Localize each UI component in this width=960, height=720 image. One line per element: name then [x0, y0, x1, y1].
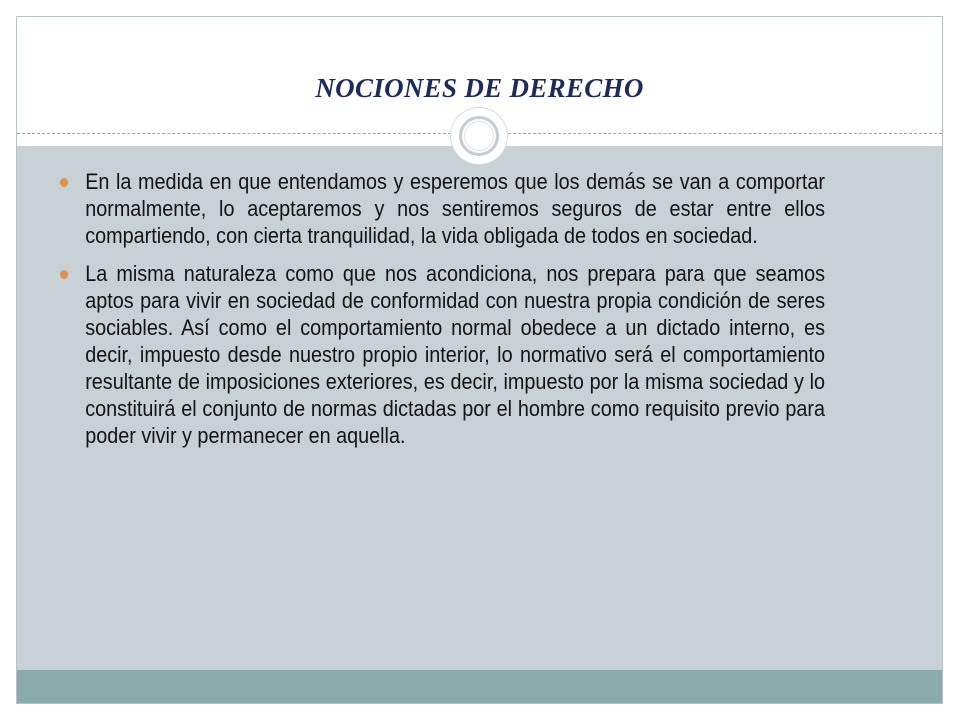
bullet-list — [60, 168, 826, 460]
ring-icon — [459, 116, 499, 156]
bullet-item — [60, 260, 825, 449]
bullet-text: En la medida en que entendamos y esperemos que los demás se van a comportar normalmente, lo aceptaremos y nos sentiremos seguros de estar entre ellos compartiendo, con cierta tranquilidad, la vida obligada de todos en sociedad. — [85, 169, 825, 248]
circle-ornament-icon — [451, 108, 507, 164]
footer-bar — [17, 670, 942, 703]
bullet-item — [60, 168, 825, 249]
bullet-dot-icon — [60, 270, 68, 279]
bullet-text: La misma naturaleza como que nos acondiciona, nos prepara para que seamos aptos para vivir en sociedad de conformidad con nuestra propia condición de seres sociables. Así como el comportamiento normal obedece a un dictado interno, es decir, impuesto desde nuestro propio interior, lo normativo será el comportamiento resultante de imposiciones exteriores, es decir, impuesto por la misma sociedad y lo constituirá el conjunto de normas dictadas por el hombre como requisito previo para poder vivir y permanecer en aquella. — [85, 261, 825, 448]
bullet-dot-icon — [60, 178, 68, 187]
slide-title: NOCIONES DE DERECHO — [315, 73, 644, 103]
